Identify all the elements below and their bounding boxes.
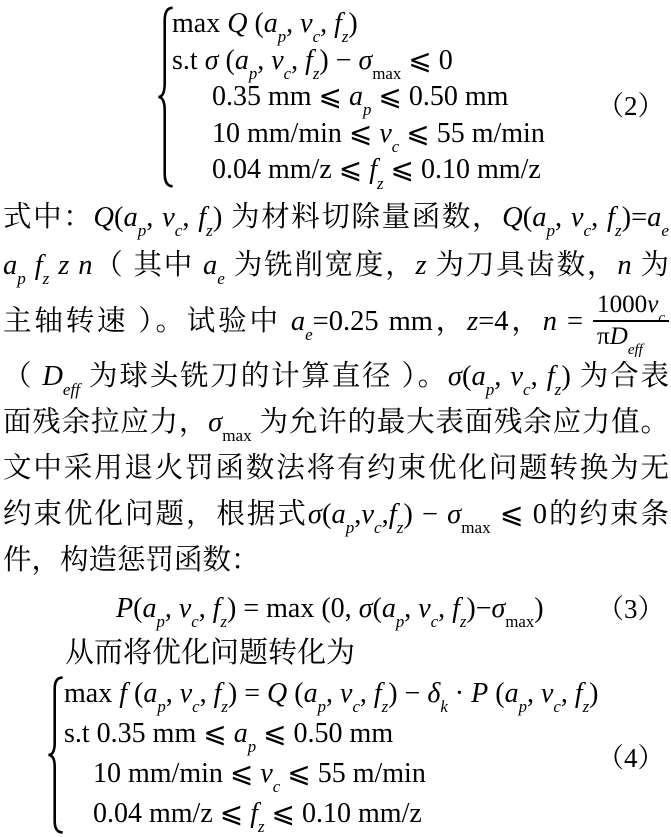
paragraph-line: 面残余拉应力，$\sigma_{max}$ 为允许的最大表面残余应力值。	[3, 407, 669, 446]
equation-3-number: （3）	[597, 594, 665, 624]
equation-4-constraint-vc: 10 mm/min ⩽ $v_c$ ⩽ 55 m/min	[93, 758, 426, 797]
paragraph-line: 件，构造惩罚函数：	[3, 545, 260, 576]
equation-4-constraint-fz: 0.04 mm/z ⩽ $f_z$ ⩽ 0.10 mm/z	[93, 798, 422, 837]
equation-2-number: （2）	[597, 91, 665, 121]
equation-2-constraint-vc: 10 mm/min ⩽ $v_c$ ⩽ 55 m/min	[212, 117, 545, 157]
equation-4-number: （4）	[597, 743, 665, 773]
equation-3-block	[0, 586, 671, 632]
equation-2-constraint-ap: 0.35 mm ⩽ $a_p$ ⩽ 0.50 mm	[212, 81, 509, 120]
equation-2-constraint-fz: 0.04 mm/z ⩽ $f_z$ ⩽ 0.10 mm/z	[212, 154, 541, 193]
paragraph-line: 文中采用退火罚函数法将有约束优化问题转换为无	[3, 453, 669, 484]
paragraph-line: 约束优化问题，根据式$\sigma(a_p,v_c,f_z) - \sigma_{max}$ ⩽ 0的约束条	[3, 499, 669, 538]
equation-2-objective: max Q ($a_p$, $v_c$, $f_z$)	[172, 8, 358, 47]
paragraph-line: $a_p$ $f_z$ z n（ 其中 $a_e$ 为铣削宽度，z 为刀具齿数，n 为	[3, 250, 669, 289]
left-curly-brace-icon	[46, 676, 65, 834]
transition-sentence: 从而将优化问题转化为	[65, 637, 356, 669]
equation-3-penalty-function: $P(a_p$, $v_c$, $f_z) = \max (0$, $\sigma(a_p$, $v_c$, $f_z)-\sigma_{max}$)	[116, 593, 544, 632]
paragraph-line: （ $D_{eff}$ 为球头铣刀的计算直径 ）。$\sigma(a_p$, $v_c$, $f_z$) 为合表	[3, 361, 669, 400]
equation-4-lines	[64, 674, 599, 837]
paragraph-line: 主轴转速 ）。试验中 $a_e=0.25$ mm，z=4，n = $\frac{1000v_c}{\pi D_{eff}}$	[3, 290, 669, 354]
body-paragraph	[3, 194, 669, 584]
equation-2-lines	[172, 6, 545, 193]
equation-2-block	[0, 6, 671, 193]
equation-2-constraint-stress: s.t σ ($a_p$, $v_c$, $f_z) - \sigma_{max}$ ⩽ 0	[172, 44, 453, 83]
paragraph-line: 式中：$Q(a_p$, $v_c$, $f_z$) 为材料切除量函数，$Q(a_p$, $v_c$, $f_z)=a_e$	[3, 202, 670, 241]
equation-4-objective: max f ($a_p$, $v_c$, $f_z) = Q$ ($a_p$, $v_c$, $f_z) - \delta_k \cdot P$ ($a_p$, $v_c$, $f_z$)	[64, 678, 599, 717]
equation-4-constraint-ap: s.t 0.35 mm ⩽ $a_p$ ⩽ 0.50 mm	[64, 718, 394, 757]
equation-4-block	[0, 674, 671, 837]
